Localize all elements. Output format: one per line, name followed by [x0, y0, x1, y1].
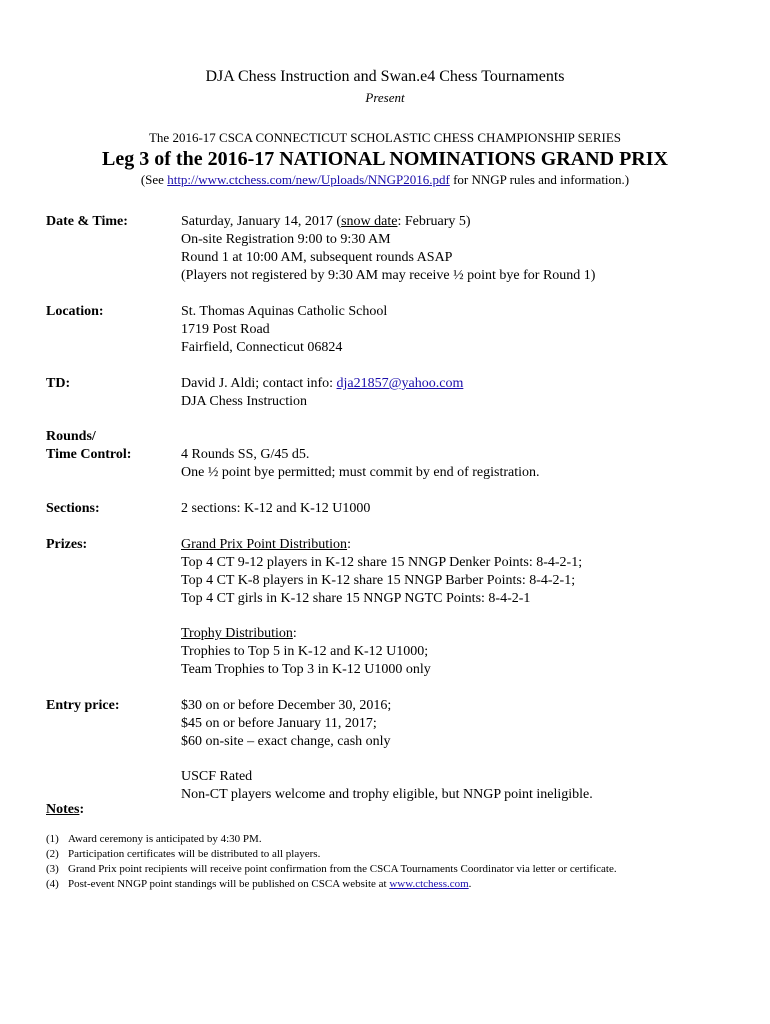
nngp-rules-link[interactable]: http://www.ctchess.com/new/Uploads/NNGP2016.pdf	[167, 172, 450, 187]
barber-points: Top 4 CT K-8 players in K-12 share 15 NNGP Barber Points: 8-4-2-1;	[181, 573, 576, 588]
series-line: The 2016-17 CSCA CONNECTICUT SCHOLASTIC CHESS CHAMPIONSHIP SERIES	[148, 130, 622, 145]
rules-reference	[0, 172, 770, 188]
note-number: (3)	[46, 863, 59, 875]
page-title: Leg 3 of the 2016-17 NATIONAL NOMINATIONS GRAND PRIX	[102, 148, 668, 170]
bye-rule: One ½ point bye permitted; must commit by end of registration.	[181, 465, 540, 480]
trophy-heading-colon: :	[292, 626, 297, 641]
note-number: (4)	[46, 878, 59, 890]
td-contact-prefix: David J. Aldi; contact info:	[181, 376, 337, 391]
snow-date-value: : February 5)	[397, 214, 471, 229]
note-text: Award ceremony is anticipated by 4:30 PM.	[68, 833, 262, 845]
td-email-link[interactable]: dja21857@yahoo.com	[336, 376, 464, 391]
trophy-heading-text: Trophy Distribution	[181, 626, 293, 641]
team-trophies: Team Trophies to Top 3 in K-12 U1000 only	[181, 662, 431, 677]
sections-value: 2 sections: K-12 and K-12 U1000	[181, 501, 371, 516]
rules-prefix: (See	[140, 172, 168, 187]
date-line	[181, 213, 471, 231]
round-one-line: Round 1 at 10:00 AM, subsequent rounds ASAP	[181, 250, 453, 265]
prizes-label: Prizes:	[46, 537, 88, 552]
date-time-label: Date & Time:	[46, 214, 128, 229]
location-street: 1719 Post Road	[181, 322, 270, 337]
location-city: Fairfield, Connecticut 06824	[181, 340, 343, 355]
sections-label: Sections:	[46, 501, 100, 516]
entry-price-regular: $45 on or before January 11, 2017;	[181, 716, 377, 731]
notes-heading	[46, 802, 84, 818]
rounds-label: Rounds/	[46, 429, 96, 444]
note-text-prefix: Post-event NNGP point standings will be published on CSCA website at	[68, 878, 390, 890]
late-registration-line: (Players not registered by 9:30 AM may receive ½ point bye for Round 1)	[181, 268, 596, 283]
note-text-suffix: .	[468, 878, 472, 890]
present-line: Present	[365, 90, 405, 105]
td-organization: DJA Chess Instruction	[181, 394, 307, 409]
td-label: TD:	[46, 376, 71, 391]
note-item	[46, 877, 617, 892]
rounds-format: 4 Rounds SS, G/45 d5.	[181, 447, 310, 462]
registration-line: On-site Registration 9:00 to 9:30 AM	[181, 232, 391, 247]
grand-prix-heading-text: Grand Prix Point Distribution	[181, 537, 348, 552]
location-label: Location:	[46, 304, 104, 319]
note-text: Grand Prix point recipients will receive point confirmation from the CSCA Tournaments Coordinator via letter or certificate.	[68, 863, 617, 875]
non-ct-players: Non-CT players welcome and trophy eligible, but NNGP point ineligible.	[181, 787, 593, 802]
note-item	[46, 862, 617, 877]
grand-prix-heading	[181, 536, 351, 554]
entry-price-early: $30 on or before December 30, 2016;	[181, 698, 392, 713]
note-number: (2)	[46, 848, 59, 860]
uscf-rated: USCF Rated	[181, 769, 253, 784]
entry-price-label: Entry price:	[46, 698, 120, 713]
notes-heading-colon: :	[79, 802, 85, 817]
rules-suffix: for NNGP rules and information.)	[449, 172, 630, 187]
snow-date-label: snow date	[341, 214, 398, 229]
notes-heading-text: Notes	[46, 802, 80, 817]
notes-list	[46, 832, 617, 892]
denker-points: Top 4 CT 9-12 players in K-12 share 15 NNGP Denker Points: 8-4-2-1;	[181, 555, 583, 570]
trophy-heading	[181, 625, 297, 643]
td-contact-line	[181, 375, 463, 393]
date-text: Saturday, January 14, 2017 (	[181, 214, 342, 229]
ctchess-website-link[interactable]: www.ctchess.com	[389, 878, 469, 890]
note-number: (1)	[46, 833, 59, 845]
grand-prix-heading-colon: :	[347, 537, 351, 552]
note-item	[46, 832, 617, 847]
location-name: St. Thomas Aquinas Catholic School	[181, 304, 388, 319]
presenters-line: DJA Chess Instruction and Swan.e4 Chess Tournaments	[205, 68, 565, 85]
note-item	[46, 847, 617, 862]
time-control-label: Time Control:	[46, 447, 132, 462]
entry-price-onsite: $60 on-site – exact change, cash only	[181, 734, 391, 749]
trophies-top5: Trophies to Top 5 in K-12 and K-12 U1000;	[181, 644, 429, 659]
note-text: Participation certificates will be distributed to all players.	[68, 848, 321, 860]
ngtc-points: Top 4 CT girls in K-12 share 15 NNGP NGTC Points: 8-4-2-1	[181, 591, 531, 606]
